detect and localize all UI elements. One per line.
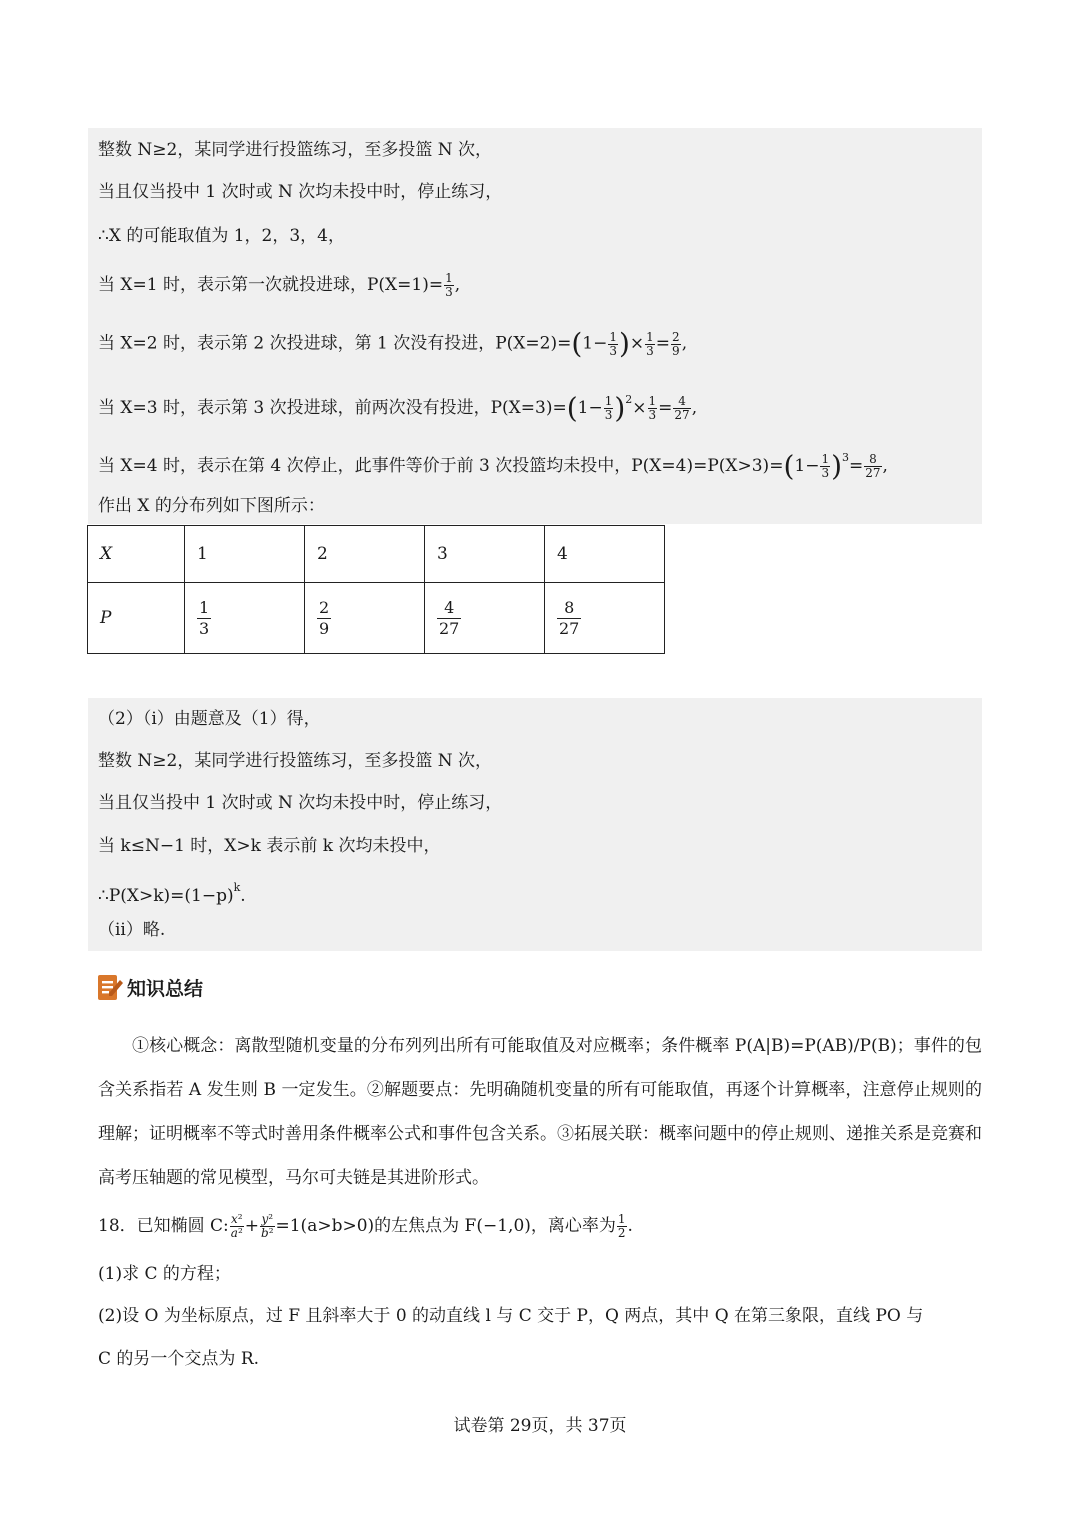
question-18-intro: 18．已知椭圆 C: (98, 1216, 229, 1236)
case-x3-text: 当 X=3 时，表示第 3 次投进球，前两次没有投进，P(X=3)= (98, 398, 567, 418)
case-x4: 当 X=4 时，表示在第 4 次停止，此事件等价于前 3 次投篮均未投中，P(X=4)=P(X>3)=(1− $\frac{1}{3}$ )$^3$= $\frac{8}{27}$ , (98, 449, 888, 483)
fraction-eight-27ths: $\frac{8}{27}$ (865, 452, 881, 480)
table-intro: 作出 X 的分布列如下图所示： (98, 496, 325, 516)
table-cell: 2 (305, 526, 425, 583)
table-header-p: P (88, 583, 185, 654)
part2-line-3: 当且仅当投中 1 次时或 N 次均未投中时，停止练习， (98, 793, 503, 813)
question-18-part-1: (1)求 C 的方程； (98, 1264, 231, 1284)
question-18-condition: =1(a>b>0)的左焦点为 F(−1,0)，离心率为 (275, 1216, 616, 1236)
question-18-part-2b: C 的另一个交点为 R. (98, 1349, 260, 1369)
case-x2-text: 当 X=2 时，表示第 2 次投进球，第 1 次没有投进，P(X=2)= (98, 333, 572, 354)
case-x1: 当 X=1 时，表示第一次就投进球，P(X=1)= $\frac{1}{3}$ , (98, 271, 461, 299)
table-cell: 4 (545, 526, 665, 583)
note-pencil-icon (97, 972, 123, 1002)
exponent-k: k (233, 881, 241, 894)
solution-line-2: 当且仅当投中 1 次时或 N 次均未投中时，停止练习， (98, 182, 503, 202)
table-cell: 3 (425, 526, 545, 583)
part2-line-2: 整数 N≥2，某同学进行投篮练习，至多投篮 N 次， (98, 751, 493, 771)
case-x1-text: 当 X=1 时，表示第一次就投进球，P(X=1)= (98, 275, 444, 295)
summary-title: 知识总结 (127, 977, 204, 1000)
question-18-stem: 18．已知椭圆 C: $\frac{\text{x²}}{\text{a²}}$ + $\frac{\text{y²}}{\text{b²}}$ =1(a>b>0)的左焦点为 F(−1,0)，离心率为 $\frac{1}{2}$ . (98, 1212, 633, 1240)
table-cell: $\frac{4}{27}$ (425, 583, 545, 654)
part2-line-5: $\therefore P(X>k)=(1-p)^k$. (98, 881, 246, 906)
summary-heading (97, 972, 203, 1002)
table-row-p (88, 583, 665, 654)
table-header-x: X (88, 526, 185, 583)
fraction-one-half: $\frac{1}{2}$ (617, 1212, 626, 1240)
table-cell: $\frac{8}{27}$ (545, 583, 665, 654)
question-18-part-2a: (2)设 O 为坐标原点，过 F 且斜率大于 0 的动直线 l 与 C 交于 P，Q 两点，其中 Q 在第三象限，直线 PO 与 (98, 1306, 924, 1326)
fraction-four-27ths: $\frac{4}{27}$ (674, 394, 690, 422)
fraction-one-third: $\frac{1}{3}$ (445, 271, 453, 299)
case-x3: 当 X=3 时，表示第 3 次投进球，前两次没有投进，P(X=3)=(1− $\frac{1}{3}$ )$^2$× $\frac{1}{3}$ = $\frac{4}{27}$ , (98, 391, 698, 425)
part2-formula: ∴P(X>k)=(1−p) (98, 886, 234, 906)
solution-line-3: ∴X 的可能取值为 1，2，3，4， (98, 226, 345, 246)
part2-line-6: （ii）略. (98, 920, 166, 940)
table-row-x (88, 526, 665, 583)
table-cell: $\frac{2}{9}$ (305, 583, 425, 654)
table-cell: 1 (185, 526, 305, 583)
fraction-two-ninths: $\frac{2}{9}$ (672, 329, 680, 358)
part2-line-1: （2）（i）由题意及（1）得， (98, 709, 321, 729)
page-footer: 试卷第 29页，共 37页 (453, 1416, 627, 1436)
distribution-table (87, 525, 665, 654)
case-x2: 当 X=2 时，表示第 2 次投进球，第 1 次没有投进，P(X=2)=(1− $\frac{1}{3}$ )× $\frac{1}{3}$ = $\frac{2}{9}$ , (98, 327, 688, 360)
summary-text: ①核心概念：离散型随机变量的分布列列出所有可能取值及对应概率；条件概率 P(A|B)=P(AB)/P(B)；事件的包含关系指若 A 发生则 B 一定发生。②解题要点：先明确随机变量的所有可能取值，再逐个计算概率，注意停止规则的理解；证明概率不等式时善用条件概率公式和事件包含关系。③拓展关联：概率问题中的停止规则、递推关系是竞赛和高考压轴题的常见模型，马尔可夫链是其进阶形式。 (98, 1036, 982, 1188)
case-x4-text: 当 X=4 时，表示在第 4 次停止，此事件等价于前 3 次投篮均未投中，P(X=4)=P(X>3)= (98, 456, 784, 476)
table-cell: $\frac{1}{3}$ (185, 583, 305, 654)
solution-line-1: 整数 N≥2，某同学进行投篮练习，至多投篮 N 次， (98, 140, 493, 160)
solution-block-2 (88, 698, 982, 951)
part2-line-4: 当 k≤N−1 时，X>k 表示前 k 次均未投中， (98, 836, 441, 856)
